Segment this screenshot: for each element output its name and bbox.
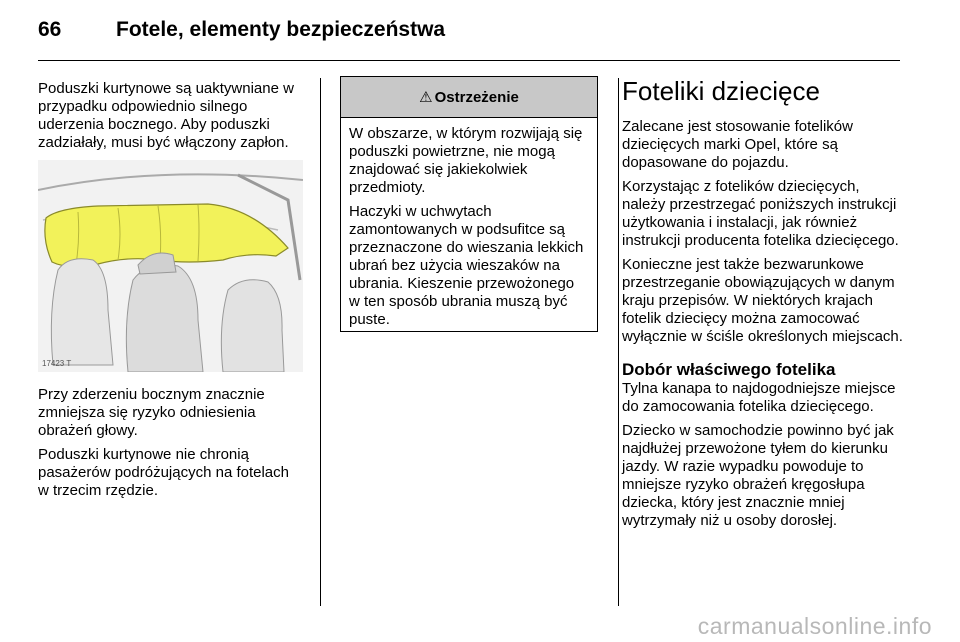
child-seat-text-3: Konieczne jest także bezwarunkowe przestrzeganie obowiązujących w danym kraju przepisów. W niektórych krajach fotelik dziecięcy można zamocować wyłącznie w ściśle określonych miejscach. <box>622 256 903 345</box>
head-injury-risk-text: Przy zderzeniu bocznym znacznie zmniejsza się ryzyko odniesienia obrażeń głowy. <box>38 386 265 439</box>
child-seat-text-1: Zalecane jest stosowanie fotelików dziecięcych marki Opel, które są dopasowane do pojazdu. <box>622 118 853 171</box>
subsection-title: Dobór właściwego fotelika <box>622 360 836 379</box>
third-row-text: Poduszki kurtynowe nie chronią pasażerów podróżujących na fotelach w trzecim rzędzie. <box>38 446 289 499</box>
warning-header <box>341 77 597 118</box>
right-column <box>622 76 907 536</box>
warning-title: Ostrzeżenie <box>434 88 519 106</box>
curtain-airbag-activation-text: Poduszki kurtynowe są uaktywniane w przypadku odpowiednio silnego uderzenia bocznego. Aby poduszki zadziałały, musi być włączony zapłon. <box>38 80 294 151</box>
page-title: Fotele, elementy bezpieczeństwa <box>116 18 446 41</box>
warning-triangle-icon: ⚠ <box>419 89 433 106</box>
warning-text-1: W obszarze, w którym rozwijają się poduszki powietrzne, nie mogą znajdować się jakiekolwiek przedmioty. <box>349 125 583 196</box>
warning-body <box>341 118 597 329</box>
figure-code: 17423 T <box>42 359 72 368</box>
car-interior-airbag-drawing <box>38 160 303 372</box>
header-divider <box>38 60 900 61</box>
child-seat-text-4: Tylna kanapa to najdogodniejsze miejsce do zamocowania fotelika dziecięcego. <box>622 380 896 415</box>
child-seat-text-2: Korzystając z fotelików dziecięcych, należy przestrzegać poniższych instrukcji użytkowania i instalacji, jak również instrukcji producenta fotelika dziecięcego. <box>622 178 899 249</box>
page-number: 66 <box>38 18 62 41</box>
warning-text-2: Haczyki w uchwytach zamontowanych w podsufitce są przeznaczone do wieszania lekkich ubrań bez użycia wieszaków na ubrania. Kieszenie przewożonego w ten sposób ubrania muszą być puste. <box>349 203 584 328</box>
section-title: Foteliki dziecięce <box>622 76 820 106</box>
warning-box <box>340 76 598 332</box>
curtain-airbag-illustration <box>38 160 303 372</box>
left-column <box>38 80 303 506</box>
column-divider-left <box>320 78 321 606</box>
column-divider-right <box>618 78 619 606</box>
child-seat-text-5: Dziecko w samochodzie powinno być jak najdłużej przewożone tyłem do kierunku jazdy. W razie wypadku powoduje to mniejsze ryzyko obrażeń kręgosłupa dziecka, który jest znacznie mniej wytrzymały niż u osoby dorosłej. <box>622 422 894 529</box>
watermark: carmanualsonline.info <box>697 613 932 639</box>
